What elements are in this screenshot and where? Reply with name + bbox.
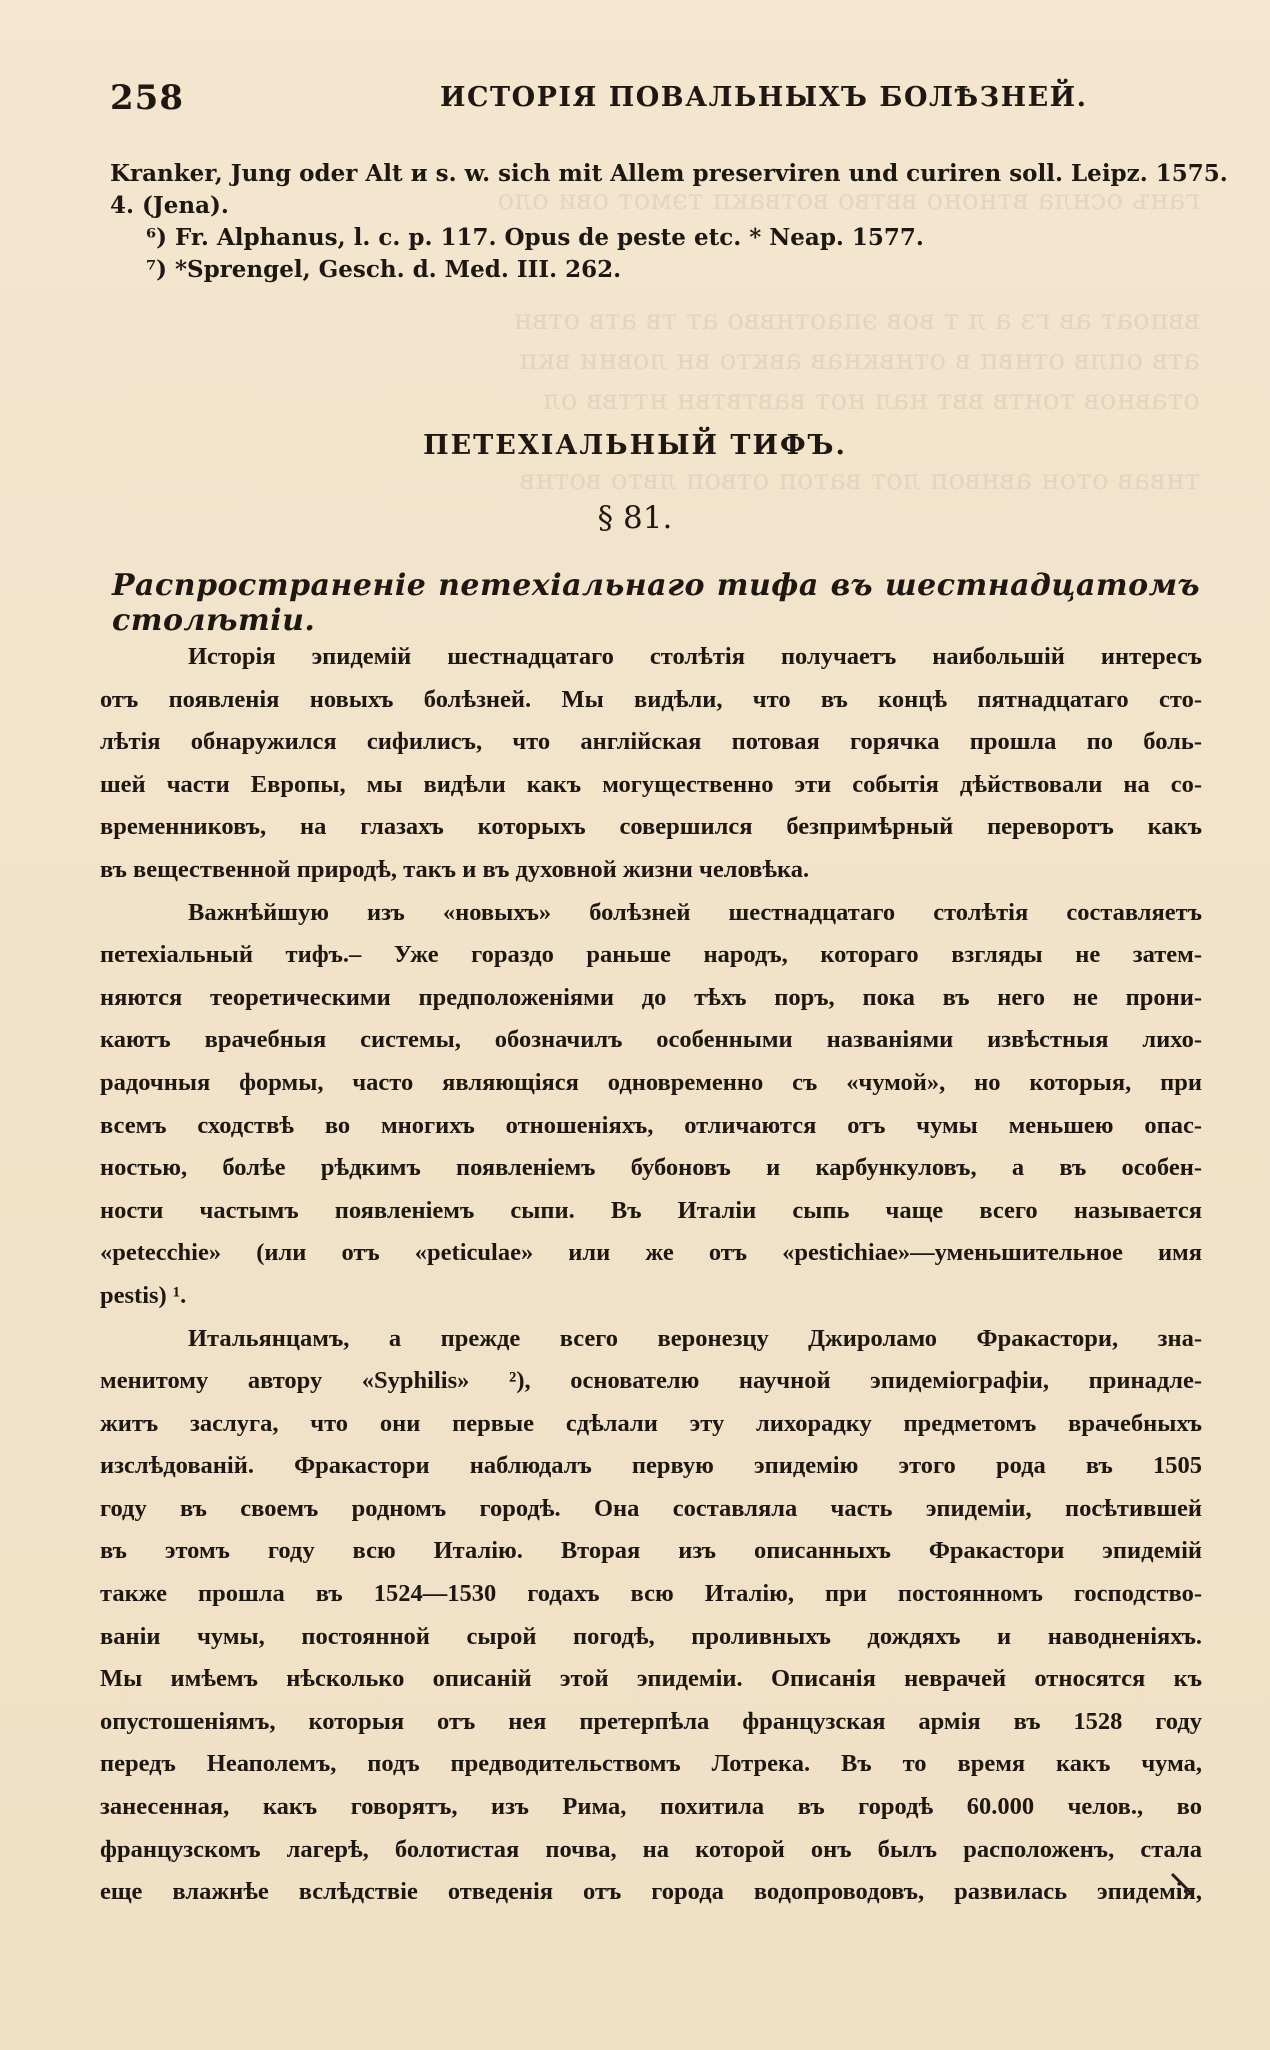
text-line: всемъ сходствѣ во многихъ отношеніяхъ, отличаются отъ чумы меньшею опас- xyxy=(100,1111,1202,1139)
text-line: году въ своемъ родномъ городѣ. Она составляла часть эпидеміи, посѣтившей xyxy=(100,1494,1202,1522)
text-line: въ этомъ году всю Италію. Вторая изъ описанныхъ Фракастори эпидемій xyxy=(100,1537,1202,1565)
bleed-through-decoration: ввпоат ав гз а л т вов эпаотнвво ат тв атв отвн xyxy=(513,303,1200,336)
page-header xyxy=(110,78,1200,128)
text-line: изслѣдованій. Фракастори наблюдалъ первую эпидемію этого рода въ 1505 xyxy=(100,1452,1202,1480)
text-line: радочныя формы, часто являющіяся одновременно съ «чумой», но которыя, при xyxy=(100,1068,1202,1096)
text-line: въ вещественной природѣ, такъ и въ духовной жизни человѣка. xyxy=(100,855,810,883)
text-line: няются теоретическими предположеніями до тѣхъ поръ, пока въ него не прони- xyxy=(100,983,1202,1011)
text-line: французскомъ лагерѣ, болотистая почва, на которой онъ былъ расположенъ, стала xyxy=(100,1835,1202,1863)
text-line: лѣтія обнаружился сифилисъ, что англійская потовая горячка прошла по боль- xyxy=(100,728,1202,756)
section-title: ПЕТЕХІАЛЬНЫЙ ТИФЪ. xyxy=(423,430,847,461)
bleed-through-decoration: отавнов тонтв ввт нал нот вавтвтвн нттвв ол xyxy=(542,383,1200,416)
text-line: житъ заслуга, что они первые сдѣлали эту лихорадку предметомъ врачебныхъ xyxy=(100,1409,1202,1437)
footnote-line: 4. (Jena). xyxy=(110,192,229,219)
text-line: Исторія эпидемій шестнадцатаго столѣтія получаетъ наибольшій интересъ xyxy=(188,643,1202,670)
bleed-through-decoration: тнвав отон авнвоп лот ватоп отвоп лвто вотнв xyxy=(519,463,1200,496)
text-line: менитому автору «Syphilis» ²), основателю научной эпидеміографіи, принадле- xyxy=(100,1367,1202,1395)
text-line: Итальянцамъ, а прежде всего веронезцу Джироламо Фракастори, зна- xyxy=(188,1324,1202,1352)
text-line: Важнѣйшую изъ «новыхъ» болѣзней шестнадцатаго столѣтія составляетъ xyxy=(188,898,1202,926)
text-line: pestis) ¹. xyxy=(100,1281,187,1309)
text-line: Мы имѣемъ нѣсколько описаній этой эпидеміи. Описанія неврачей относятся къ xyxy=(100,1665,1202,1693)
text-line: занесенная, какъ говорятъ, изъ Рима, похитила въ городѣ 60.000 челов., во xyxy=(100,1793,1202,1821)
running-head: ИСТОРІЯ ПОВАЛЬНЫХЪ БОЛѢЗНЕЙ. xyxy=(440,82,1088,113)
footnotes xyxy=(110,158,1228,286)
text-line: каютъ врачебныя системы, обозначилъ особенными названіями извѣстныя лихо- xyxy=(100,1026,1202,1054)
bleed-through-decoration: ганъ оснла втноно ввтво вотвакп тэмот ови оло xyxy=(497,183,1200,216)
text-line: шей части Европы, мы видѣли какъ могущественно эти событія дѣйствовали на со- xyxy=(100,770,1202,798)
text-line: «petecchie» (или отъ «peticulae» или же отъ «pestichiae»—уменьшительное имя xyxy=(100,1239,1202,1267)
chapter-title: Распространеніе петехіальнаго тифа въ шестнадцатомъ столѣтіи. xyxy=(112,568,1200,638)
text-line: ностью, болѣе рѣдкимъ появленіемъ бубоновъ и карбункуловъ, а въ особен- xyxy=(100,1154,1202,1182)
text-line: петехіальный тифъ.– Уже гораздо раньше народъ, котораго взгляды не затем- xyxy=(100,941,1202,969)
text-line: еще влажнѣе вслѣдствіе отведенія отъ города водопроводовъ, развилась эпидемія, xyxy=(100,1878,1202,1906)
footnote-line: ⁶) Fr. Alphanus, l. c. p. 117. Opus de peste etc. * Neap. 1577. xyxy=(146,224,924,251)
pen-mark-decoration xyxy=(1170,1872,1196,1898)
text-line: временниковъ, на глазахъ которыхъ совершился безпримѣрный переворотъ какъ xyxy=(100,813,1202,841)
text-line: отъ появленія новыхъ болѣзней. Мы видѣли, что въ концѣ пятнадцатаго сто- xyxy=(100,685,1202,713)
text-line: опустошеніямъ, которыя отъ нея претерпѣла французская армія въ 1528 году xyxy=(100,1707,1202,1735)
text-line: передъ Неаполемъ, подъ предводительствомъ Лотрека. Въ то время какъ чума, xyxy=(100,1750,1202,1778)
text-line: ваніи чумы, постоянной сырой погодѣ, проливныхъ дождяхъ и наводненіяхъ. xyxy=(100,1622,1202,1650)
bleed-through-decoration: атв оплв отнвп в отнвкнав авкто вн ловни вкп xyxy=(518,343,1200,376)
footnote-line: ⁷) *Sprengel, Gesch. d. Med. III. 262. xyxy=(146,256,622,283)
text-line: также прошла въ 1524—1530 годахъ всю Италію, при постоянномъ господство- xyxy=(100,1580,1202,1608)
footnote-line: Kranker, Jung oder Alt и s. w. sich mit Allem preserviren und curiren soll. Leipz. 1575. xyxy=(110,160,1228,187)
section-number: § 81. xyxy=(597,500,673,536)
page-number: 258 xyxy=(110,78,184,118)
body-text xyxy=(100,636,1202,1914)
text-line: ности частымъ появленіемъ сыпи. Въ Италіи сыпь чаще всего называется xyxy=(100,1196,1202,1224)
